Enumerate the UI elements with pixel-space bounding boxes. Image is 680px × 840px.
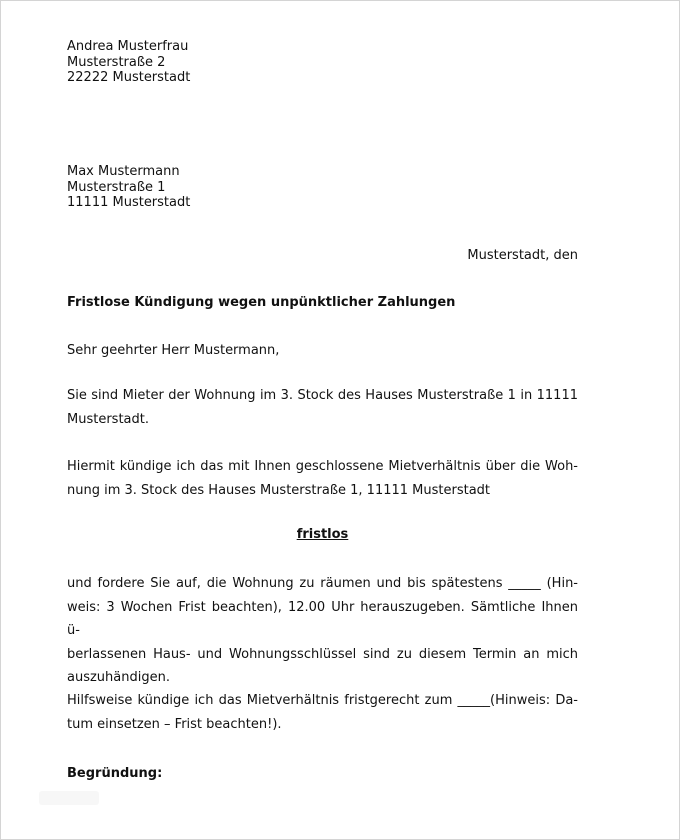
recipient-address	[67, 164, 578, 211]
paragraph-3	[67, 572, 578, 690]
paragraph-3-line-3: berlassenen Haus- und Wohnungsschlüssel sind zu diesem Termin an mich	[67, 646, 578, 662]
paragraph-4	[67, 689, 578, 736]
recipient-city: 11111 Musterstadt	[67, 195, 191, 210]
emphasis-text: fristlos	[296, 527, 349, 542]
paragraph-2-line-2: nung im 3. Stock des Hauses Musterstraße 1, 11111 Musterstadt	[67, 482, 491, 498]
date-text: Musterstadt, den	[467, 248, 578, 263]
reason-heading	[67, 766, 578, 782]
emphasis-block	[67, 527, 578, 543]
date-line	[67, 248, 578, 264]
paragraph-1-line-1: Sie sind Mieter der Wohnung im 3. Stock des Hauses Musterstraße 1 in 11111	[67, 388, 578, 403]
paragraph-2	[67, 455, 578, 502]
sender-street: Musterstraße 2	[67, 54, 166, 70]
subject-line	[67, 295, 578, 311]
paragraph-4-line-1: Hilfsweise kündige ich das Mietverhältnis fristgerecht zum _____(Hinweis: Da-	[67, 693, 578, 708]
paragraph-3-line-1: und fordere Sie auf, die Wohnung zu räumen und bis spätestens _____ (Hin-	[67, 576, 578, 591]
salutation-text: Sehr geehrter Herr Mustermann,	[67, 343, 280, 358]
paragraph-2-line-1: Hiermit kündige ich das mit Ihnen geschlossene Mietverhältnis über die Woh-	[67, 459, 578, 474]
paragraph-1-line-2: Musterstadt.	[67, 411, 149, 427]
paragraph-3-line-4: auszuhändigen.	[67, 670, 170, 685]
paragraph-4-line-2: tum einsetzen – Frist beachten!).	[67, 716, 282, 732]
faint-watermark	[39, 791, 99, 805]
subject-text: Fristlose Kündigung wegen unpünktlicher Zahlungen	[67, 295, 456, 310]
sender-address	[67, 39, 578, 86]
recipient-name: Max Mustermann	[67, 164, 180, 179]
recipient-street: Musterstraße 1	[67, 179, 166, 195]
salutation	[67, 343, 578, 359]
paragraph-3-line-2: weis: 3 Wochen Frist beachten), 12.00 Uhr herauszugeben. Sämtliche Ihnen ü-	[67, 599, 578, 638]
paragraph-1	[67, 384, 578, 431]
sender-name: Andrea Musterfrau	[67, 39, 189, 54]
sender-city: 22222 Musterstadt	[67, 70, 191, 85]
reason-heading-text: Begründung:	[67, 766, 163, 781]
